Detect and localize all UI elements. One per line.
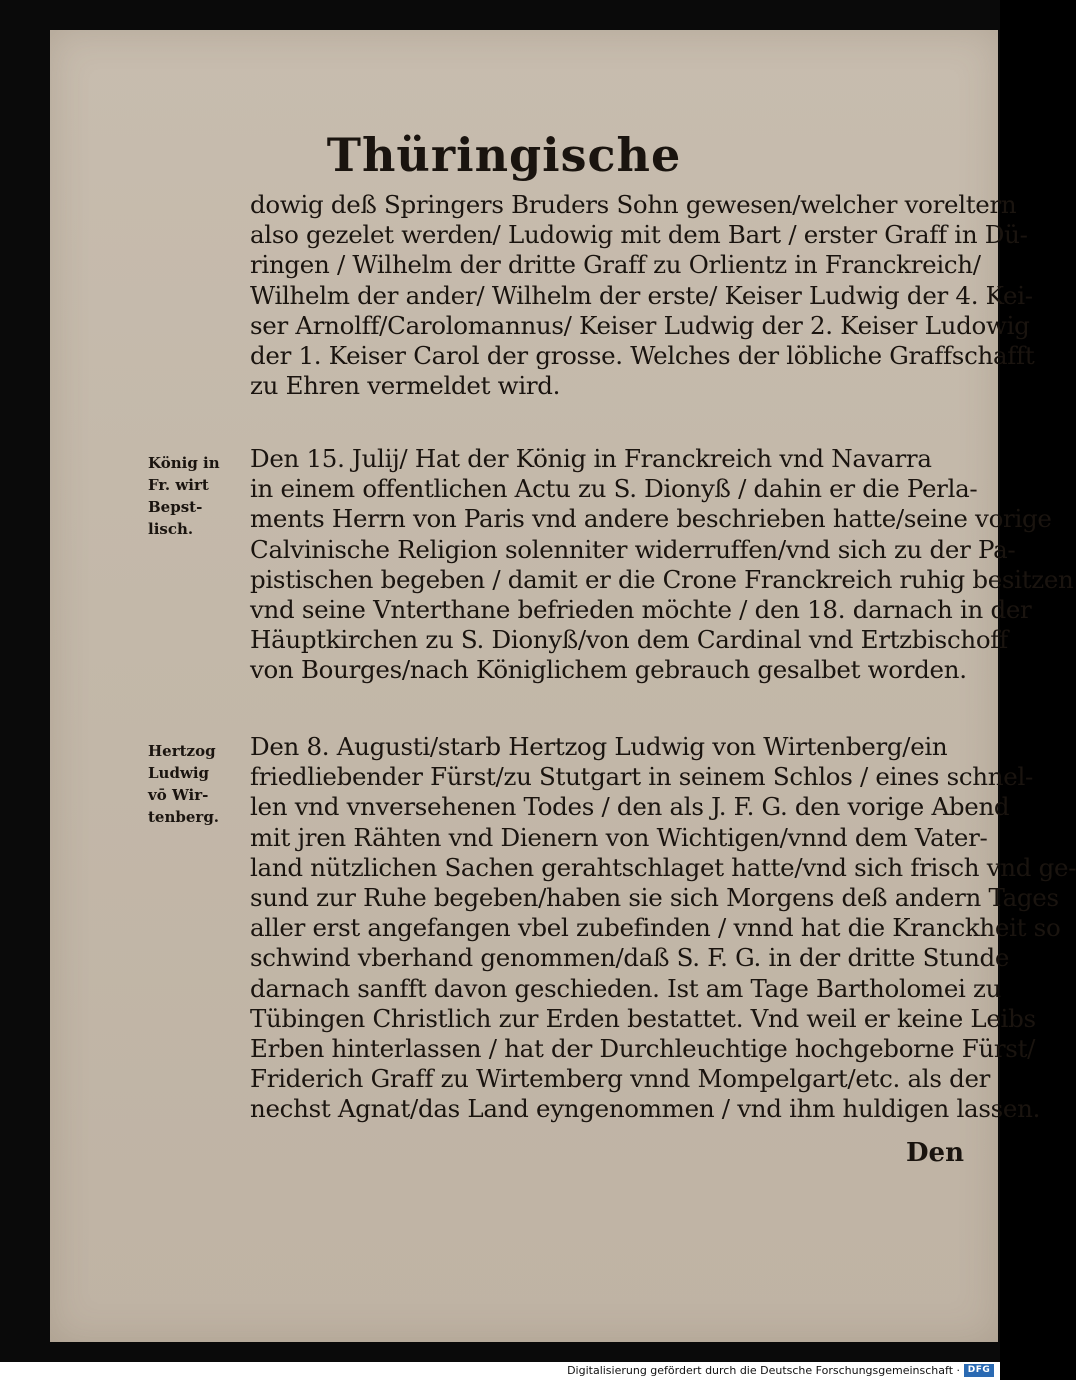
text-line: Erben hinterlassen / hat der Durchleuchtige hochgeborne Fürst/	[250, 1034, 1036, 1064]
text-line: ser Arnolff/Carolomannus/ Keiser Ludwig der 2. Keiser Ludowig	[250, 310, 1030, 340]
footer-bar	[0, 1362, 1000, 1380]
text-line: zu Ehren vermeldet wird.	[250, 371, 561, 401]
catchword: Den	[906, 1138, 964, 1168]
paragraph-july	[250, 444, 1074, 686]
margin-note-line: tenberg.	[148, 808, 220, 826]
margin-note-king	[148, 452, 248, 540]
text-line: nechst Agnat/das Land eyngenommen / vnd ihm huldigen lassen.	[250, 1094, 1041, 1124]
paragraph-genealogy	[250, 190, 1035, 401]
text-line: Den 8. Augusti/starb Hertzog Ludwig von Wirtenberg/ein	[250, 732, 948, 761]
margin-note-line: Hertzog	[148, 742, 216, 760]
text-line: darnach sanfft davon geschieden. Ist am Tage Bartholomei zu	[250, 973, 1002, 1003]
dfg-logo-icon: DFG	[964, 1364, 994, 1377]
margin-note-duke	[148, 740, 248, 828]
margin-note-line: König in	[148, 454, 220, 472]
text-line: dowig deß Springers Bruders Sohn gewesen/welcher voreltern	[250, 190, 1017, 219]
text-line: in einem offentlichen Actu zu S. Dionyß / dahin er die Perla-	[250, 474, 978, 504]
text-line: len vnd vnversehenen Todes / den als J. F. G. den vorige Abend	[250, 792, 1010, 822]
book-page	[50, 30, 1076, 1342]
text-line: Friderich Graff zu Wirtemberg vnnd Mompelgart/etc. als der	[250, 1064, 991, 1094]
text-line: Wilhelm der ander/ Wilhelm der erste/ Keiser Ludwig der 4. Kei-	[250, 280, 1033, 310]
text-line: pistischen begeben / damit er die Crone Franckreich ruhig besitzen	[250, 564, 1074, 594]
text-line: Calvinische Religion solenniter widerruffen/vnd sich zu der Pa-	[250, 534, 1016, 564]
text-line: Häuptkirchen zu S. Dionyß/von dem Cardinal vnd Ertzbischoff	[250, 625, 1008, 655]
text-line: friedliebender Fürst/zu Stutgart in seinem Schlos / eines schnel-	[250, 762, 1033, 792]
text-line: vnd seine Vnterthane befrieden möchte / den 18. darnach in der	[250, 595, 1032, 625]
text-line: ringen / Wilhelm der dritte Graff zu Orlientz in Franckreich/	[250, 250, 981, 280]
margin-note-line: vō Wir-	[148, 786, 209, 804]
margin-note-line: Ludwig	[148, 764, 210, 782]
text-line: mit jren Rähten vnd Dienern von Wichtigen/vnnd dem Vater-	[250, 822, 988, 852]
running-head: Thüringische	[326, 128, 682, 182]
text-line: aller erst angefangen vbel zubefinden / vnnd hat die Kranckheit so	[250, 913, 1061, 943]
text-line: land nützlichen Sachen gerahtschlaget hatte/vnd sich frisch vnd ge-	[250, 852, 1076, 882]
margin-note-line: Bepst-	[148, 498, 203, 516]
text-line: von Bourges/nach Königlichem gebrauch gesalbet worden.	[250, 655, 967, 685]
text-line: der 1. Keiser Carol der grosse. Welches der löbliche Graffschafft	[250, 341, 1035, 371]
text-line: also gezelet werden/ Ludowig mit dem Bart / erster Graff in Dü-	[250, 220, 1028, 250]
text-line: schwind vberhand genommen/daß S. F. G. in der dritte Stunde	[250, 943, 1010, 973]
margin-note-line: lisch.	[148, 520, 194, 538]
text-line: sund zur Ruhe begeben/haben sie sich Morgens deß andern Tages	[250, 883, 1059, 913]
paragraph-august	[250, 732, 1076, 1125]
funding-credit: Digitalisierung gefördert durch die Deutsche Forschungsgemeinschaft ·	[567, 1364, 960, 1377]
text-line: Den 15. Julij/ Hat der König in Franckreich vnd Navarra	[250, 444, 932, 473]
margin-note-line: Fr. wirt	[148, 476, 209, 494]
text-line: Tübingen Christlich zur Erden bestattet. Vnd weil er keine Leibs	[250, 1003, 1036, 1033]
text-line: ments Herrn von Paris vnd andere beschrieben hatte/seine vorige	[250, 504, 1052, 534]
